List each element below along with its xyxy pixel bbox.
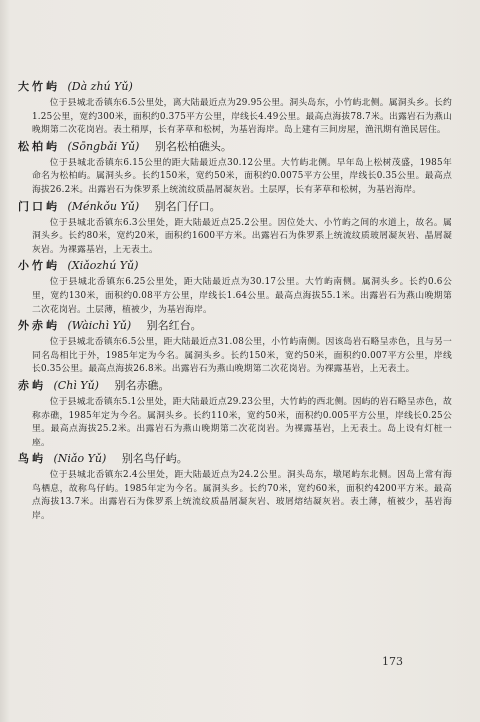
entry-text: 位于县城北岙镇东6.3公里处，距大陆最近点25.2公里。因位处大、小竹屿之间的水道上，故名。属洞头乡。长约80米，宽约20米，面积约1600平方米。出露岩石为侏罗系上统流纹质玻屑凝灰岩、晶屑凝灰岩。为裸露基岩，上无表土。: [32, 217, 452, 255]
entry-title: [18, 80, 458, 94]
island-name: 外赤屿: [18, 319, 60, 333]
island-name: 赤屿: [18, 378, 46, 392]
island-pinyin: (Sōngbǎi Yǔ): [67, 139, 140, 153]
entry-chi-yu: [18, 379, 458, 450]
entry-text: 位于县城北岙镇东2.4公里处，距大陆最近点为24.2公里。洞头岛东，墩尾屿东北侧。因岛上常有海鸟栖息，故称鸟仔屿。1985年定为今名。属洞头乡。长约70米，宽约60米，面积约4200平方米。最高点海拔13.7米。出露岩石为侏罗系上统流纹质晶屑凝灰岩、玻屑熔结凝灰岩。表土薄，植被少，基岩海岸。: [32, 470, 452, 522]
island-name: 大竹屿: [18, 80, 60, 93]
entry-niao-yu: [18, 452, 458, 523]
island-alias: 别名鸟仔屿。: [121, 452, 188, 466]
island-alias: 别名松柏礁头。: [154, 139, 232, 153]
island-pinyin: (Chì Yǔ): [53, 378, 99, 392]
entry-text: 位于县城北岙镇东6.5公里，距大陆最近点31.08公里，小竹屿南侧。因该岛岩石略呈赤色，且与另一同名岛相比于外，1985年定为今名。属洞头乡。长约150米，宽约50米，面积约0.007平方公里，岸线长0.35公里。最高点海拔26.8米。出露岩石为燕山晚期第二次花岗岩。为裸露基岩，上无表土。: [32, 337, 452, 375]
entry-title: [18, 140, 458, 154]
entry-xiao-zhu-yu: [18, 259, 458, 317]
island-alias: 别名红台。: [146, 319, 202, 333]
entry-da-zhu-yu: [18, 80, 458, 138]
entry-text: 位于县城北岙镇东6.25公里处，距大陆最近点为30.17公里。大竹屿南侧。属洞头乡。长约0.6公里，宽约130米，面积约0.08平方公里，岸线长1.64公里。最高点海拔55.1米。出露岩石为燕山晚期第二次花岗岩。土层薄，植被少，为基岩海岸。: [32, 277, 452, 315]
entry-wai-chi-yu: [18, 319, 458, 377]
island-pinyin: (Niǎo Yǔ): [53, 452, 107, 466]
page-number: 173: [382, 655, 403, 668]
entry-title: [18, 452, 458, 466]
entry-text: 位于县城北岙镇东6.5公里处，离大陆最近点为29.95公里。洞头岛东，小竹屿北侧。属洞头乡。长约1.25公里，宽约300米，面积约0.375平方公里，岸线长4.49公里。最高点海拔78.7米。出露岩石为燕山晚期第二次花岗岩。表土稍厚，长有茅草和松树，为基岩海岸。岛上建有三间房屋，渔汛期有渔民居住。: [32, 98, 452, 136]
island-name: 门口屿: [18, 199, 60, 213]
island-alias: 别名赤礁。: [114, 378, 170, 392]
island-pinyin: (Ménkǒu Yǔ): [67, 199, 140, 213]
island-pinyin: (Dà zhú Yǔ): [67, 80, 133, 93]
island-pinyin: (Wàichì Yǔ): [67, 319, 132, 333]
bleed-through-text: [468, 60, 480, 320]
entry-men-kou-yu: [18, 200, 458, 258]
island-name: 松柏屿: [18, 139, 60, 153]
entry-title: [18, 259, 458, 273]
island-name: 小竹屿: [18, 259, 60, 273]
island-pinyin: (Xiǎozhú Yǔ): [67, 259, 139, 273]
island-name: 鸟屿: [18, 452, 46, 466]
entry-title: [18, 319, 458, 333]
entry-text: 位于县城北岙镇东5.1公里处，距大陆最近点29.23公里，大竹屿的西北侧。因屿的岩石略呈赤色，故称赤礁，1985年定为今名。属洞头乡。长约110米，宽约50米，面积约0.005平方公里，岸线长0.25公里。最高点海拔25.2米。出露岩石为燕山晚期第二次花岗岩。为裸露基岩，上无表土。岛上设有灯桩一座。: [32, 396, 452, 448]
gazetteer-content: [18, 78, 458, 526]
entry-text: 位于县城北岙镇东6.15公里的距大陆最近点30.12公里。大竹屿北侧。早年岛上松树茂盛，1985年命名为松柏屿。属洞头乡。长约150米，宽约50米，面积约0.0075平方公里，岸线长0.35公里。最高点海拔26.2米。出露岩石为侏罗系上统流纹质晶屑凝灰岩。土层厚，长有茅草和松树，为基岩海岸。: [32, 157, 452, 195]
entry-title: [18, 200, 458, 214]
island-alias: 别名门仔口。: [154, 199, 221, 213]
entry-song-bai-yu: [18, 140, 458, 198]
entry-title: [18, 379, 458, 393]
